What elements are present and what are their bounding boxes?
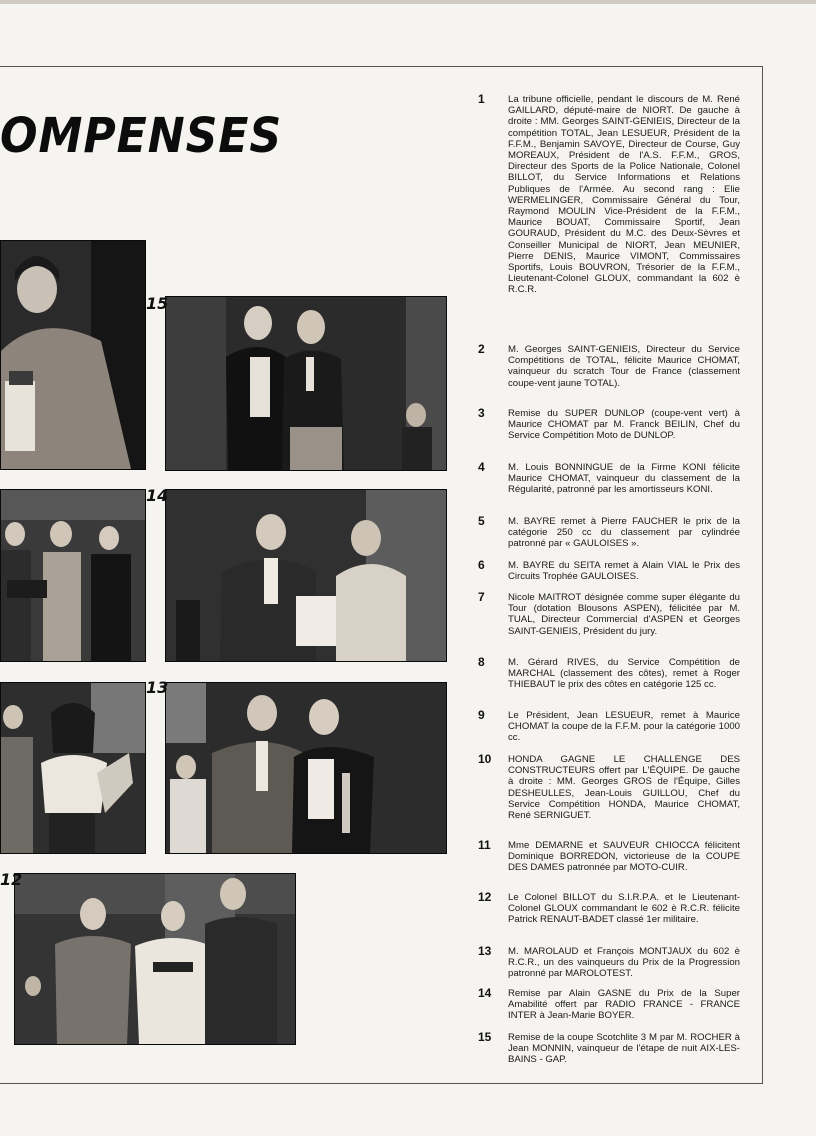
caption-text: M. Louis BONNINGUE de la Firme KONI félicite Maurice CHOMAT, vainqueur du classement de la Régularité, patronné par les amortisseurs KONI. — [508, 462, 740, 496]
caption-number: 5 — [478, 514, 485, 528]
caption-text: HONDA GAGNE LE CHALLENGE DES CONSTRUCTEURS offert par L'ÉQUIPE. De gauche à droite : MM. Georges GROS de l'Équipe, Gilles DESHEULLES, Jean-Louis GUILLOU, Chef du Service Compétition HONDA, Maurice CHOMAT, René SERNIGUET. — [508, 754, 740, 822]
caption-text: Remise de la coupe Scotchlite 3 M par M. ROCHER à Jean MONNIN, vainqueur de l'étape de nuit AIX-LES-BAINS - GAP. — [508, 1032, 740, 1066]
caption-text: La tribune officielle, pendant le discours de M. René GAILLARD, député-maire de NIORT. De gauche à droite : MM. Georges SAINT-GENIEIS, Directeur de la compétition TOTAL, Jean LESUEUR, Président de la F.F.M., Benjamin SAVOYE, Directeur de Course, Guy MOREAUX, Président de l'A.S. F.F.M., GROS, Directeur des Sports de la Police Nationale, Colonel BILLOT, du Service Informations et Relations Publiques de l'Armée. Au second rang : Elie WERMELINGER, Commissaire Général du Tour, Raymond MOULIN Vice-Président de la F.F.M., Maurice BOUAT, Commissaire Sportif, Jean GOURAUD, Président du M.C. des Deux-Sèvres et Conseiller Municipal de NIORT, Jean MEUNIER, Pierre DENIS, Maurice VIMONT, Commissaires Sportifs, Louis BOUVRON, Trésorier de la F.F.M., Lieutenant-Colonel GLOUX, commandant la 602 è R.C.R. — [508, 94, 740, 296]
photo-left-1 — [0, 240, 146, 470]
caption-text: Nicole MAITROT désignée comme super élégante du Tour (dotation Blousons ASPEN), félicitée par M. TUAL, Directeur Commercial d'ASPEN et Georges SAINT-GENIEIS, Président du jury. — [508, 592, 740, 637]
caption-text: Le Colonel BILLOT du S.I.R.P.A. et le Lieutenant-Colonel GLOUX commandant le 602 è R.C.R. félicite Patrick RENAUT-BADET classé 1er militaire. — [508, 892, 740, 926]
caption-number: 3 — [478, 406, 485, 420]
caption-text: Remise du SUPER DUNLOP (coupe-vent vert) à Maurice CHOMAT par M. Franck BEILIN, Chef du Service Compétition Moto de DUNLOP. — [508, 408, 740, 442]
caption-number: 7 — [478, 590, 485, 604]
photo-14 — [165, 489, 447, 662]
caption-text: M. Georges SAINT-GENIEIS, Directeur du Service Compétitions de TOTAL, félicite Maurice CHOMAT, vainqueur du scratch Tour de France (classement coupe-vent jaune TOTAL). — [508, 344, 740, 389]
photo-left-3 — [0, 682, 146, 854]
caption-number: 14 — [478, 986, 492, 1000]
caption-text: M. Gérard RIVES, du Service Compétition de MARCHAL (classement des côtes), remet à Roger THIEBAUT le prix des côtes en catégorie 125 cc. — [508, 657, 740, 691]
caption-number: 6 — [478, 558, 485, 572]
photo-15 — [165, 296, 447, 471]
caption-text: Remise par Alain GASNE du Prix de la Super Amabilité offert par RADIO FRANCE - FRANCE INTER à Jean-Marie BOYER. — [508, 988, 740, 1022]
caption-number: 13 — [478, 944, 492, 958]
caption-number: 4 — [478, 460, 485, 474]
caption-text: M. BAYRE remet à Pierre FAUCHER le prix de la catégorie 250 cc du classement par cylindrée patronné par « GAULOISES ». — [508, 516, 740, 550]
caption-number: 15 — [478, 1030, 492, 1044]
photo-label-14: 14 — [146, 486, 169, 505]
photo-label-12: 12 — [0, 870, 23, 889]
caption-number: 1 — [478, 92, 485, 106]
caption-number: 8 — [478, 655, 485, 669]
caption-text: Le Président, Jean LESUEUR, remet à Maurice CHOMAT la coupe de la F.F.M. pour la catégorie 1000 cc. — [508, 710, 740, 744]
caption-number: 9 — [478, 708, 485, 722]
page-title: OMPENSES — [0, 108, 283, 164]
top-edge — [0, 0, 816, 4]
photo-label-13: 13 — [146, 678, 169, 697]
photo-label-15: 15 — [146, 294, 169, 313]
caption-number: 2 — [478, 342, 485, 356]
caption-number: 12 — [478, 890, 492, 904]
caption-number: 11 — [478, 838, 491, 852]
photo-left-2 — [0, 489, 146, 662]
caption-text: M. MAROLAUD et François MONTJAUX du 602 è R.C.R., un des vainqueurs du Prix de la Progression patronné par MAROLOTEST. — [508, 946, 740, 980]
photo-12 — [14, 873, 296, 1045]
caption-text: Mme DEMARNE et SAUVEUR CHIOCCA félicitent Dominique BORREDON, victorieuse de la COUPE DES DAMES patronnée par MOTO-CUIR. — [508, 840, 740, 874]
caption-text: M. BAYRE du SEITA remet à Alain VIAL le Prix des Circuits Trophée GAULOISES. — [508, 560, 740, 583]
caption-number: 10 — [478, 752, 492, 766]
photo-13 — [165, 682, 447, 854]
